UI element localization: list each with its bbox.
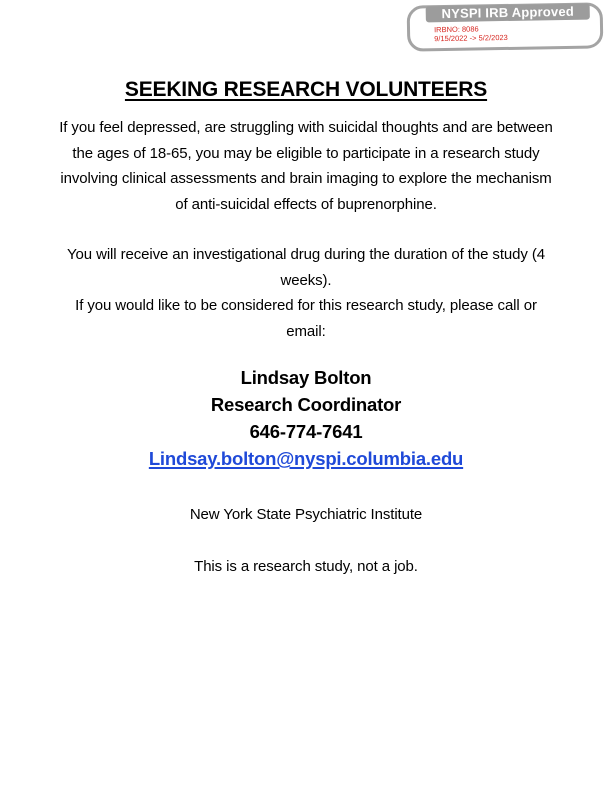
irb-stamp-header: NYSPI IRB Approved	[426, 4, 590, 23]
contact-prompt-paragraph: If you would like to be considered for this research study, please call or email:	[75, 297, 537, 340]
eligibility-paragraph: If you feel depressed, are struggling with suicidal thoughts and are between the ages of 18-65, you may be eligible to participate in a research study involving clinical assessments and brain imaging to explore the mechanism of anti-suicidal effects of buprenorphine.	[59, 119, 553, 213]
irb-date-range: 9/15/2022 -> 5/2/2023	[434, 32, 508, 44]
contact-block	[0, 364, 612, 472]
study-drug-paragraph: You will receive an investigational drug during the duration of the study (4 weeks).	[67, 246, 545, 289]
contact-name: Lindsay Bolton	[240, 367, 372, 388]
institution-name: New York State Psychiatric Institute	[189, 506, 423, 523]
contact-email-link[interactable]: Lindsay.bolton@nyspi.columbia.edu	[148, 448, 464, 469]
contact-phone[interactable]: 646-774-7641	[249, 421, 363, 442]
contact-role: Research Coordinator	[210, 394, 402, 415]
irb-approval-stamp	[407, 2, 604, 51]
irb-number: IRBNO: 8086	[433, 24, 479, 35]
job-disclaimer: This is a research study, not a job.	[194, 558, 418, 575]
page-title: SEEKING RESEARCH VOLUNTEERS	[124, 78, 488, 101]
